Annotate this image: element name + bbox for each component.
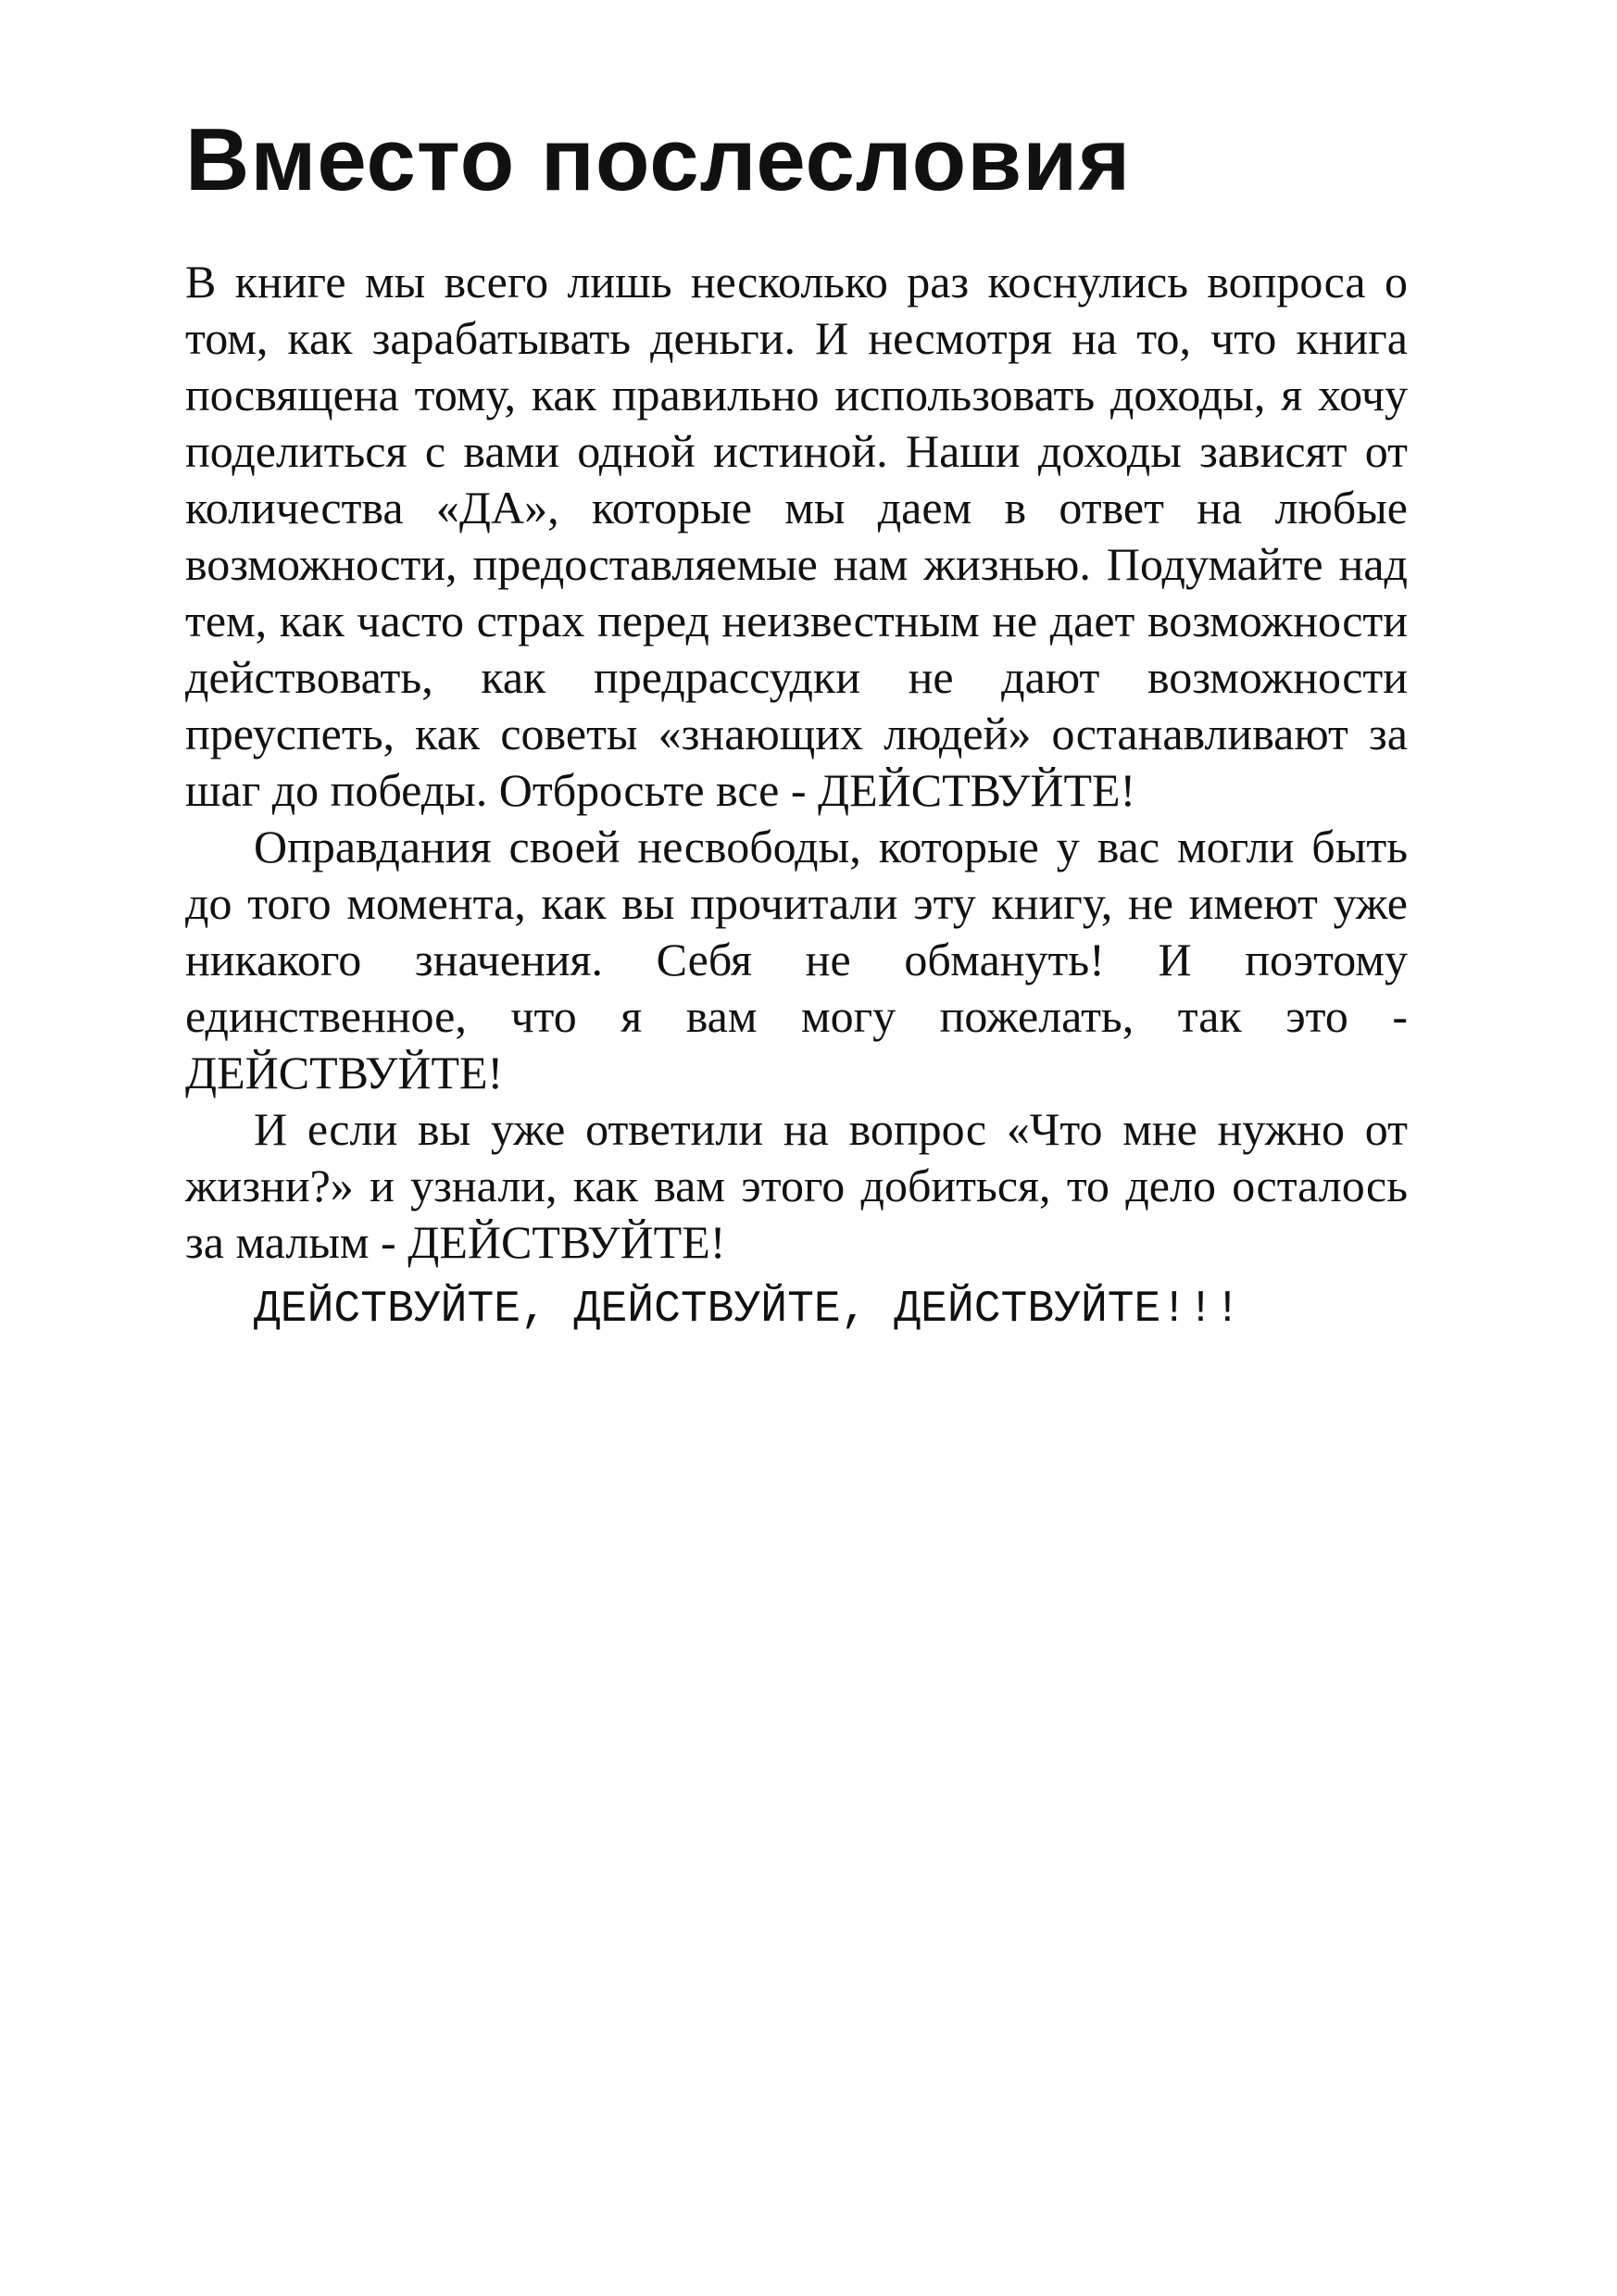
page-title: Вместо послесловия bbox=[185, 110, 1132, 209]
paragraph-3: И если вы уже ответили на вопрос «Что мне нужно от жизни?» и узнали, как вам этого добиться, то дело осталось за малым - ДЕЙСТВУЙТЕ! bbox=[185, 1102, 1408, 1268]
paragraph-2: Оправдания своей несвободы, которые у вас могли быть до того момента, как вы прочитали эту книгу, не имеют уже никакого значения. Себя не обмануть! И поэтому единственное, что я вам могу пожелать, так это - ДЕЙСТВУЙТЕ! bbox=[185, 820, 1408, 1098]
body-text bbox=[185, 254, 1408, 1338]
closing-line: ДЕЙСТВУЙТЕ, ДЕЙСТВУЙТЕ, ДЕЙСТВУЙТЕ!!! bbox=[254, 1284, 1241, 1335]
paragraph-1: В книге мы всего лишь несколько раз коснулись вопроса о том, как зарабатывать деньги. И несмотря на то, что книга посвящена тому, как правильно использовать доходы, я хочу поделиться с вами одной истиной. Наши доходы зависят от количества «ДА», которые мы даем в ответ на любые возможности, предоставляемые нам жизнью. Подумайте над тем, как часто страх перед неизвестным не дает возможности действовать, как предрассудки не дают возможности преуспеть, как советы «знающих людей» останавливают за шаг до победы. Отбросьте все - ДЕЙСТВУЙТЕ! bbox=[185, 255, 1408, 816]
document-page bbox=[185, 111, 1408, 1338]
